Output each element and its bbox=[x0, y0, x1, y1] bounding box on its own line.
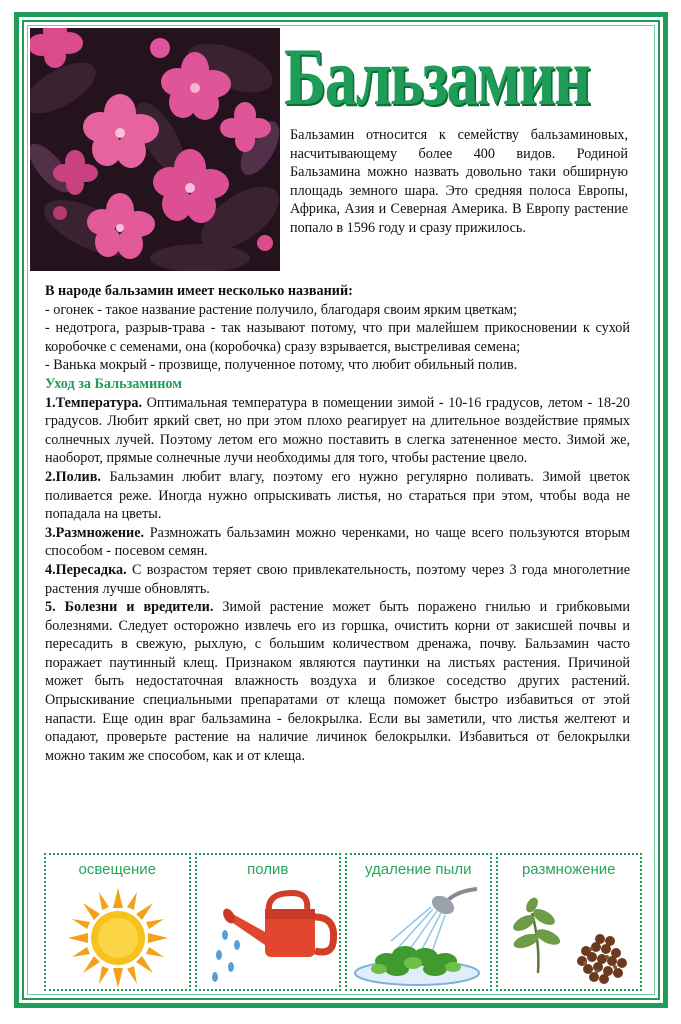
care-item-propagation bbox=[45, 524, 630, 561]
sun-icon bbox=[46, 883, 189, 989]
care-icons-row bbox=[44, 853, 642, 991]
care-item-transplant bbox=[45, 561, 630, 598]
icon-label: освещение bbox=[78, 861, 156, 878]
main-text bbox=[45, 282, 630, 765]
icon-label: удаление пыли bbox=[365, 861, 472, 878]
page-title: Бальзамин bbox=[284, 31, 590, 122]
icon-label: полив bbox=[247, 861, 289, 878]
seeds-cutting-icon bbox=[498, 883, 641, 989]
care-item-label: 1.Температура. bbox=[45, 394, 143, 411]
icon-card-watering bbox=[195, 853, 342, 991]
care-item-watering bbox=[45, 468, 630, 524]
watering-can-icon bbox=[197, 883, 340, 989]
care-item-label: 2.Полив. bbox=[45, 468, 101, 485]
icon-card-dust-removal bbox=[345, 853, 492, 991]
care-item-label: 5. Болезни и вредители. bbox=[45, 599, 214, 616]
care-item-label: 4.Пересадка. bbox=[45, 561, 127, 578]
care-item-text: С возрастом теряет свою привлекательность, поэтому через 3 года многолетние растения лучше обновлять. bbox=[45, 561, 630, 597]
care-item-text: Зимой растение может быть поражено гнилью и грибковыми болезнями. Следует осторожно извлечь его из горшка, очистить корни от закисшей почвы и пересадить в свежую, рыхлую, с большим количеством дренажа, почву. Бальзамин часто поражает паутинный клещ. Признаком являются паутинки на листьях растения. Причиной может быть недостаточная влажность воздуха и близкое соседство других растений. Опрыскивание специальными препаратами от клеща поможет быстро избавиться от этой напасти. Еще один враг бальзамина - белокрылка. Если вы заметили, что листья желтеют и опадают, проверьте растение на наличие личинок белокрылки. Избавиться от белокрылки можно таким же способом, как и от клеща. bbox=[45, 599, 630, 764]
care-heading: Уход за Бальзамином bbox=[45, 375, 182, 392]
care-item-text: Оптимальная температура в помещении зимой - 10-16 градусов, летом - 18-20 градусов. Любит яркий свет, но при этом плохо реагирует на длительное воздействие прямых солнечных лучей. Поэтому летом его можно поставить в слегка затененное место. Зимой же, наоборот, прямые солнечные лучи необходимы для того, чтобы растение цвело. bbox=[45, 394, 630, 467]
care-item-diseases bbox=[45, 598, 630, 765]
icon-label: размножение bbox=[521, 861, 616, 878]
care-item-text: Размножать бальзамин можно черенками, но чаще всего пользуются вторым способом - посевом семян. bbox=[45, 524, 630, 560]
balsam-photo bbox=[30, 28, 280, 271]
names-item: - недотрога, разрыв-трава - так называют потому, что при малейшем прикосновении к сухой коробочке с семенами, она (коробочка) сразу взрывается, выстреливая семена; bbox=[45, 320, 630, 355]
intro-paragraph: Бальзамин относится к семейству бальзаминовых, насчитывающему более 400 видов. Родиной Бальзамина можно назвать довольно таки обширную площадь земного шара. Это средняя полоса Европы, Африка, Азия и Северная Америка. В Европу растение попало в 1596 году и сразу прижилось. bbox=[290, 127, 628, 236]
care-item-label: 3.Размножение. bbox=[45, 524, 145, 541]
icon-card-lighting bbox=[44, 853, 191, 991]
shower-leaves-icon bbox=[347, 883, 490, 989]
care-item-temperature bbox=[45, 394, 630, 468]
care-item-text: Бальзамин любит влагу, поэтому его нужно регулярно поливать. Зимой цветок поливается реже. Иногда нужно опрыскивать листья, но стараться при этом, чтобы вода не попадала на цветы. bbox=[45, 468, 630, 523]
names-item: - огонек - такое название растение получило, благодаря своим ярким цветкам; bbox=[45, 301, 518, 318]
names-item: - Ванька мокрый - прозвище, полученное потому, что любит обильный полив. bbox=[45, 357, 518, 374]
names-heading: В народе бальзамин имеет несколько названий: bbox=[45, 283, 353, 299]
icon-card-propagation bbox=[496, 853, 643, 991]
